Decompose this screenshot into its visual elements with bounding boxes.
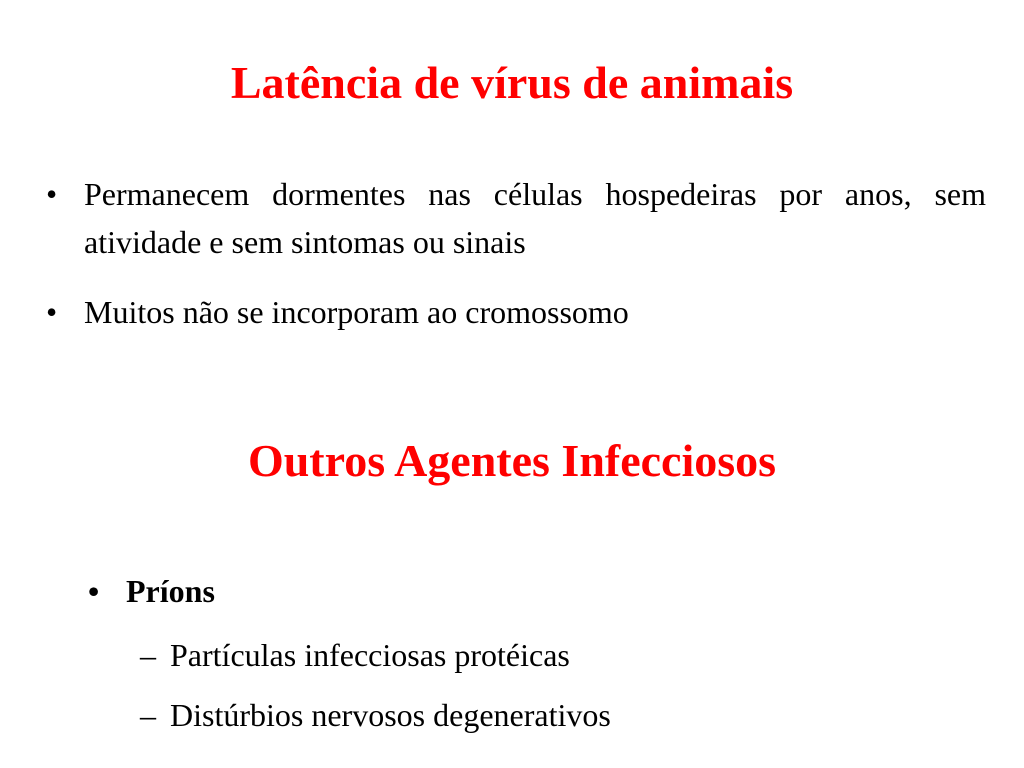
dash-icon: – bbox=[140, 697, 156, 733]
bullet-item bbox=[46, 288, 986, 336]
bullet-item-prions bbox=[88, 567, 986, 615]
bullet-icon: • bbox=[46, 176, 58, 212]
sub-bullet-text: Partículas infecciosas protéicas bbox=[170, 637, 570, 673]
bullet-list-agents bbox=[88, 567, 986, 615]
dash-icon: – bbox=[140, 637, 156, 673]
bullet-item bbox=[46, 170, 986, 266]
slide-title: Latência de vírus de animais bbox=[230, 57, 794, 108]
bullet-icon: • bbox=[46, 294, 58, 330]
sub-bullet-text: Distúrbios nervosos degenerativos bbox=[170, 697, 611, 733]
sub-bullet-list bbox=[140, 631, 986, 751]
bullet-text: Permanecem dormentes nas células hospedeiras por anos, sem atividade e sem sintomas ou sinais bbox=[84, 176, 986, 260]
bullet-icon: • bbox=[88, 573, 100, 609]
bullet-text: Muitos não se incorporam ao cromossomo bbox=[84, 294, 629, 330]
section-title: Outros Agentes Infecciosos bbox=[247, 435, 777, 486]
sub-bullet-item bbox=[140, 631, 986, 679]
sub-bullet-item bbox=[140, 691, 986, 739]
bullet-text: Príons bbox=[126, 573, 215, 609]
bullet-list-latency bbox=[46, 170, 986, 336]
